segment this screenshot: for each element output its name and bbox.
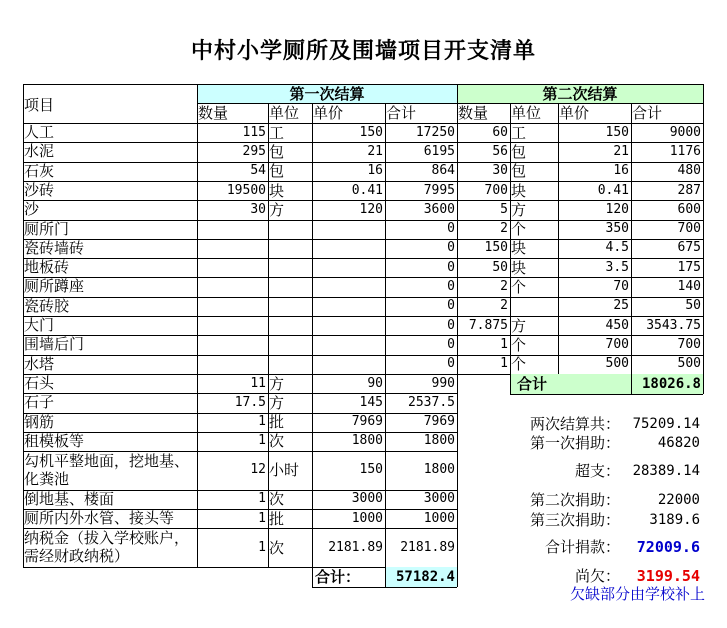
row-name: 石头 — [24, 373, 55, 392]
row-u1 — [268, 259, 312, 277]
row-u2: 包 — [511, 162, 527, 181]
row-u1 — [268, 220, 312, 238]
row-name: 大门 — [24, 316, 55, 334]
row-u1: 方 — [269, 374, 285, 393]
row-p1: 150 — [359, 124, 383, 140]
row-q2: 50 — [492, 259, 508, 275]
row-q1: 54 — [250, 163, 266, 179]
grid-line-h — [23, 277, 703, 278]
row-q1 — [197, 259, 268, 277]
row-q2: 2 — [500, 221, 508, 237]
row-p1 — [312, 297, 385, 315]
grid-line-h — [23, 413, 457, 414]
row-p2: 70 — [613, 279, 629, 295]
row-u1: 方 — [269, 393, 285, 412]
row-t2: 175 — [677, 259, 701, 275]
row-u1: 方 — [269, 200, 285, 219]
row-p1: 16 — [367, 163, 383, 179]
header-col: 合计 — [632, 104, 663, 122]
row-name: 厕所门 — [24, 219, 70, 238]
row-t1: 0 — [447, 240, 455, 256]
row-q1: 17.5 — [234, 394, 266, 410]
row-u1: 包 — [269, 162, 285, 181]
summary-over-value: 28389.14 — [632, 463, 700, 479]
row-q1: 1 — [258, 539, 266, 555]
grid-line-v — [197, 84, 198, 567]
row-t2: 675 — [677, 240, 701, 256]
grid-line-v — [23, 84, 24, 567]
grid-line-v — [457, 84, 458, 567]
header-col: 数量 — [198, 104, 229, 122]
summary-alldon-value: 72009.6 — [636, 538, 700, 556]
page-title: 中村小学厕所及围墙项目开支清单 — [190, 38, 536, 64]
row-t1: 990 — [431, 375, 455, 391]
row-t1: 0 — [447, 356, 455, 372]
grid-line-v — [510, 103, 511, 374]
grid-line-h — [23, 123, 703, 124]
grid-line-h — [23, 200, 703, 201]
row-p1: 1800 — [351, 433, 383, 449]
row-name: 地板砖 — [24, 258, 70, 277]
row-p2: 350 — [605, 221, 629, 237]
row-name: 勾机平整地面，挖地基、化粪池 — [24, 452, 190, 489]
row-p1: 3000 — [351, 491, 383, 507]
row-name: 瓷砖墙砖 — [24, 238, 85, 257]
row-q2: 700 — [484, 182, 508, 198]
row-u1 — [268, 317, 312, 335]
grid-line-h — [23, 335, 703, 336]
grid-line-v — [631, 103, 632, 374]
row-p2: 4.5 — [605, 240, 629, 256]
summary-don1-label: 第一次捐助： — [529, 434, 620, 452]
row-p1: 145 — [359, 394, 383, 410]
summary-owe-label: 尚欠： — [574, 567, 620, 585]
row-t2: 9000 — [669, 124, 701, 140]
grid-line-v — [385, 567, 386, 587]
row-p1 — [312, 220, 385, 238]
grid-line-v — [312, 567, 313, 587]
row-u2: 个 — [511, 335, 527, 354]
row-name: 瓷砖胶 — [24, 296, 70, 315]
row-u1 — [268, 278, 312, 296]
row-t2: 700 — [677, 336, 701, 352]
row-q1 — [197, 336, 268, 354]
grid-line-v — [703, 84, 704, 374]
row-t1: 0 — [447, 336, 455, 352]
summary-don3-value: 3189.6 — [649, 512, 700, 528]
grid-line-h — [23, 509, 457, 510]
header-col: 单价 — [313, 104, 344, 122]
row-q2: 2 — [500, 279, 508, 295]
row-q1 — [197, 220, 268, 238]
row-q1 — [197, 317, 268, 335]
header-col: 单价 — [559, 104, 590, 122]
grid-line-h — [23, 355, 703, 356]
row-p2: 500 — [605, 356, 629, 372]
header-col: 合计 — [386, 104, 417, 122]
row-u2: 块 — [511, 181, 527, 200]
grid-line-v — [631, 374, 632, 394]
row-name: 厕所蹲座 — [24, 277, 85, 296]
row-t1: 1800 — [423, 462, 455, 478]
row-q1: 1 — [258, 433, 266, 449]
grid-line-h — [510, 394, 703, 395]
row-t1: 3000 — [423, 491, 455, 507]
row-p2: 120 — [605, 201, 629, 217]
row-p2: 150 — [605, 124, 629, 140]
row-p1: 0.41 — [351, 182, 383, 198]
total1-label: 合计： — [315, 567, 361, 586]
row-p1: 1000 — [351, 510, 383, 526]
row-t1: 7995 — [423, 182, 455, 198]
row-u2: 方 — [511, 316, 527, 335]
total1-value: 57182.4 — [395, 568, 455, 585]
row-q1 — [197, 355, 268, 373]
row-p2: 700 — [605, 336, 629, 352]
row-t1: 3600 — [423, 201, 455, 217]
header-item: 项目 — [24, 96, 55, 114]
row-q2: 150 — [484, 240, 508, 256]
row-t2: 500 — [677, 356, 701, 372]
row-q2: 1 — [500, 336, 508, 352]
header-first: 第一次结算 — [289, 85, 365, 103]
row-p1 — [312, 259, 385, 277]
row-u1: 块 — [269, 181, 285, 200]
row-p1: 90 — [367, 375, 383, 391]
grid-line-h — [197, 103, 703, 104]
grid-line-h — [23, 84, 703, 85]
row-t1: 0 — [447, 221, 455, 237]
row-q1: 1 — [258, 510, 266, 526]
row-u2 — [510, 297, 558, 315]
row-q2: 5 — [500, 201, 508, 217]
summary-note: 欠缺部分由学校补上 — [569, 585, 705, 603]
grid-line-h — [23, 528, 457, 529]
row-p1 — [312, 317, 385, 335]
row-t1: 0 — [447, 317, 455, 333]
summary-both-label: 两次结算共： — [529, 415, 620, 433]
summary-alldon-label: 合计捐款： — [544, 538, 620, 556]
row-p1: 21 — [367, 143, 383, 159]
row-t1: 2537.5 — [408, 394, 455, 410]
header-col: 单位 — [511, 104, 542, 122]
header-col: 数量 — [458, 104, 489, 122]
row-p1 — [312, 355, 385, 373]
row-t2: 287 — [677, 182, 701, 198]
row-q1: 30 — [250, 201, 266, 217]
row-u1: 包 — [269, 142, 285, 161]
row-t2: 600 — [677, 201, 701, 217]
row-u1: 工 — [269, 123, 285, 142]
row-t2: 480 — [677, 163, 701, 179]
row-u2: 个 — [511, 278, 527, 297]
row-p1 — [312, 278, 385, 296]
grid-line-h — [23, 297, 703, 298]
summary-don1-value: 46820 — [657, 435, 700, 451]
row-q2: 1 — [500, 356, 508, 372]
summary-both-value: 75209.14 — [632, 416, 700, 432]
row-q2: 56 — [492, 143, 508, 159]
grid-line-h — [23, 432, 457, 433]
row-u2: 块 — [511, 239, 527, 258]
row-u2: 个 — [511, 355, 527, 374]
row-t1: 6195 — [423, 143, 455, 159]
grid-line-v — [703, 374, 704, 394]
row-u1: 次 — [269, 432, 285, 451]
grid-line-h — [23, 220, 703, 221]
header-second: 第二次结算 — [542, 85, 618, 103]
row-p1: 120 — [359, 201, 383, 217]
row-q2: 2 — [500, 298, 508, 314]
row-name: 围墙后门 — [24, 335, 85, 354]
grid-line-h — [23, 451, 457, 452]
row-t1: 17250 — [415, 124, 455, 140]
row-p1: 7969 — [351, 414, 383, 430]
row-q1: 295 — [242, 143, 266, 159]
row-u1: 次 — [269, 538, 285, 557]
grid-line-h — [312, 587, 457, 588]
row-t1: 0 — [447, 279, 455, 295]
grid-line-h — [23, 316, 703, 317]
summary-don2-label: 第二次捐助： — [529, 491, 620, 509]
summary-don3-label: 第三次捐助： — [529, 511, 620, 529]
row-u2: 方 — [511, 200, 527, 219]
row-p2: 3.5 — [605, 259, 629, 275]
summary-owe-value: 3199.54 — [636, 567, 700, 585]
row-u1 — [268, 239, 312, 257]
row-p1 — [312, 336, 385, 354]
row-u1 — [268, 355, 312, 373]
row-u2: 块 — [511, 258, 527, 277]
row-t2: 1176 — [669, 143, 701, 159]
row-u2: 包 — [511, 142, 527, 161]
row-q1 — [197, 278, 268, 296]
row-u1: 小时 — [269, 461, 300, 480]
row-u2: 个 — [511, 220, 527, 239]
row-p2: 21 — [613, 143, 629, 159]
grid-line-v — [558, 103, 559, 374]
summary-over-label: 超支： — [574, 462, 620, 480]
grid-line-h — [23, 490, 457, 491]
row-t1: 7969 — [423, 414, 455, 430]
grid-line-h — [23, 181, 703, 182]
row-p2: 0.41 — [597, 182, 629, 198]
row-t2: 50 — [685, 298, 701, 314]
row-q1: 1 — [258, 491, 266, 507]
row-q1: 12 — [250, 462, 266, 478]
row-t1: 0 — [447, 259, 455, 275]
grid-line-v — [510, 374, 511, 394]
summary-don2-value: 22000 — [657, 492, 700, 508]
row-q2: 7.875 — [468, 317, 508, 333]
total2-label: 合计 — [517, 374, 548, 393]
row-q1: 1 — [258, 414, 266, 430]
row-name: 石子 — [24, 393, 55, 412]
row-q1 — [197, 239, 268, 257]
row-t2: 140 — [677, 279, 701, 295]
row-u1: 次 — [269, 490, 285, 509]
row-p1 — [312, 239, 385, 257]
row-name: 水塔 — [24, 354, 55, 373]
row-t2: 3543.75 — [646, 317, 701, 333]
grid-line-h — [23, 142, 703, 143]
grid-line-v — [268, 103, 269, 567]
row-q1 — [197, 297, 268, 315]
row-u1: 批 — [269, 413, 285, 432]
total2-value: 18026.8 — [641, 375, 701, 392]
row-q2: 30 — [492, 163, 508, 179]
row-name: 纳税金（拔入学校账户，需经财政纳税） — [24, 529, 190, 566]
row-t1: 1800 — [423, 433, 455, 449]
row-p1: 2181.89 — [328, 539, 383, 555]
row-u2: 工 — [511, 123, 527, 142]
grid-line-h — [23, 239, 703, 240]
row-name: 沙 — [24, 200, 40, 219]
header-col: 单位 — [269, 104, 300, 122]
row-name: 租模板等 — [24, 431, 85, 450]
row-p1: 150 — [359, 462, 383, 478]
row-t1: 1000 — [423, 510, 455, 526]
row-name: 厕所内外水管、接头等 — [24, 509, 175, 527]
grid-line-v — [457, 567, 458, 587]
row-t1: 0 — [447, 298, 455, 314]
row-u1: 批 — [269, 509, 285, 528]
grid-line-v — [385, 103, 386, 567]
row-t1: 2181.89 — [400, 539, 455, 555]
row-p2: 25 — [613, 298, 629, 314]
grid-line-v — [312, 103, 313, 567]
row-q2: 60 — [492, 124, 508, 140]
row-u1 — [268, 297, 312, 315]
grid-line-h — [23, 393, 457, 394]
row-name: 沙砖 — [24, 180, 55, 199]
row-q1: 11 — [250, 375, 266, 391]
row-name: 人工 — [24, 123, 55, 141]
row-name: 水泥 — [24, 142, 55, 161]
row-p2: 16 — [613, 163, 629, 179]
row-q1: 19500 — [226, 182, 266, 198]
row-q1: 115 — [242, 124, 266, 140]
grid-line-h — [23, 258, 703, 259]
row-name: 倒地基、楼面 — [24, 489, 115, 508]
row-t2: 700 — [677, 221, 701, 237]
row-name: 石灰 — [24, 161, 55, 180]
row-p2: 450 — [605, 317, 629, 333]
row-u1 — [268, 336, 312, 354]
row-name: 钢筋 — [24, 412, 55, 431]
grid-line-h — [23, 162, 703, 163]
row-t1: 864 — [431, 163, 455, 179]
